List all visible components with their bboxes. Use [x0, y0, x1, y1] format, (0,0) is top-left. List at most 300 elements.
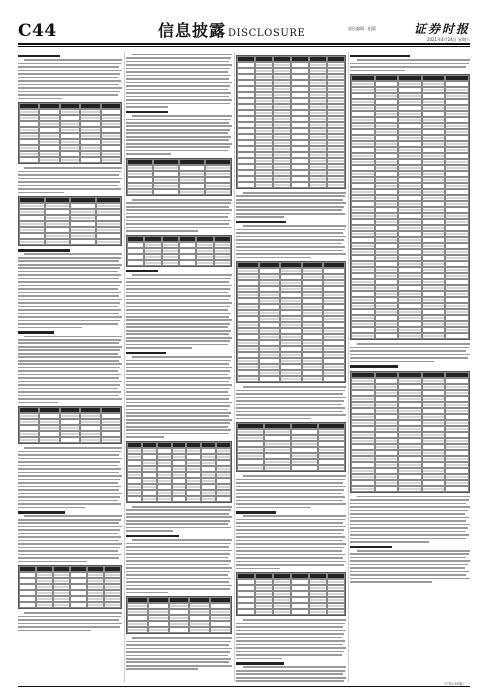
text-line	[18, 630, 91, 632]
table-cell	[172, 496, 187, 502]
table-cell	[351, 486, 375, 492]
text-line	[126, 560, 231, 562]
paragraph-heading	[126, 270, 158, 272]
text-line	[126, 302, 232, 304]
text-line	[236, 407, 345, 409]
text-line	[126, 530, 173, 532]
data-table	[350, 371, 470, 493]
text-line	[18, 306, 118, 308]
text-line	[236, 246, 345, 248]
text-line	[18, 493, 122, 495]
text-line	[18, 500, 118, 502]
text-line	[18, 472, 119, 474]
text-line	[126, 319, 232, 321]
text-line	[18, 519, 121, 521]
text-line	[126, 592, 168, 594]
table-cell	[60, 437, 80, 443]
text-line	[236, 496, 345, 498]
text-line	[18, 174, 119, 176]
data-table	[126, 235, 232, 267]
table-cell	[291, 609, 309, 615]
text-line	[18, 295, 119, 297]
text-line	[18, 536, 121, 538]
text-line	[350, 70, 405, 72]
text-line	[126, 333, 229, 335]
table-cell	[39, 157, 59, 163]
data-table	[236, 55, 346, 189]
paragraph-heading	[236, 662, 284, 664]
text-line	[126, 220, 231, 222]
text-line	[18, 543, 122, 545]
data-table	[18, 102, 122, 164]
text-line	[18, 626, 120, 628]
paragraph-heading	[350, 55, 410, 57]
text-line	[236, 489, 344, 491]
text-line	[126, 651, 230, 653]
issue-date: 2021年4月24日 星期六	[426, 37, 470, 42]
text-line	[126, 564, 229, 566]
text-line	[126, 419, 232, 421]
text-line	[18, 482, 118, 484]
text-line	[18, 91, 120, 93]
text-line	[350, 567, 465, 569]
text-line	[126, 125, 232, 127]
text-line	[126, 527, 231, 529]
table-cell	[259, 376, 281, 382]
text-line	[236, 393, 343, 395]
text-line	[243, 619, 346, 621]
text-line	[18, 323, 118, 325]
text-line	[350, 557, 466, 559]
text-line	[126, 68, 230, 70]
table-cell	[80, 437, 100, 443]
text-line	[18, 395, 119, 397]
text-line	[18, 623, 122, 625]
text-line	[350, 560, 470, 562]
text-line	[357, 59, 470, 61]
text-line	[18, 267, 120, 269]
text-line	[126, 323, 230, 325]
text-line	[18, 342, 119, 344]
text-line	[126, 648, 232, 650]
text-line	[18, 377, 119, 379]
text-line	[126, 574, 228, 576]
paragraph-heading	[126, 535, 179, 537]
text-line	[126, 520, 230, 522]
table-cell	[291, 182, 309, 188]
paragraph-heading	[126, 111, 168, 113]
text-line	[236, 195, 345, 197]
text-line	[126, 661, 229, 663]
table-cell	[87, 602, 104, 608]
text-line	[236, 680, 344, 682]
text-line	[236, 253, 346, 255]
text-line	[350, 510, 468, 512]
table-cell	[101, 157, 121, 163]
column-3	[236, 52, 346, 682]
text-line	[18, 398, 122, 400]
text-line	[243, 666, 346, 668]
text-line	[18, 66, 119, 68]
header-rule-thin	[18, 46, 470, 47]
text-line	[18, 346, 122, 348]
text-line	[18, 360, 119, 362]
table-cell	[201, 496, 216, 502]
text-line	[18, 316, 122, 318]
text-line	[126, 92, 231, 94]
table-cell	[153, 189, 179, 195]
editor-line: 责任编辑：组版	[348, 26, 376, 31]
table-cell	[179, 189, 205, 195]
text-line	[350, 534, 469, 536]
table-cell	[19, 437, 39, 443]
text-line	[126, 202, 231, 204]
text-line	[350, 553, 469, 555]
text-line	[126, 668, 198, 670]
table-cell	[327, 182, 345, 188]
text-line	[18, 353, 118, 355]
text-line	[18, 526, 122, 528]
text-line	[236, 500, 343, 502]
text-line	[18, 260, 119, 262]
text-line	[126, 309, 228, 311]
data-table	[126, 441, 232, 503]
text-line	[243, 475, 346, 477]
text-line	[126, 588, 230, 590]
text-line	[350, 517, 469, 519]
text-line	[236, 654, 342, 656]
text-line	[126, 103, 230, 105]
text-line	[126, 523, 228, 525]
text-line	[18, 302, 120, 304]
table-cell	[216, 496, 231, 502]
text-line	[18, 550, 118, 552]
text-line	[18, 278, 119, 280]
paragraph-heading	[236, 221, 286, 223]
text-line	[18, 178, 122, 180]
text-line	[350, 564, 468, 566]
text-line	[132, 506, 232, 508]
text-line	[126, 513, 229, 515]
text-line	[18, 181, 120, 183]
table-cell	[179, 260, 196, 266]
text-line	[18, 313, 119, 315]
text-line	[18, 192, 64, 194]
text-line	[126, 227, 232, 229]
table-cell	[309, 182, 327, 188]
text-line	[236, 213, 345, 215]
text-line	[236, 533, 342, 535]
text-line	[236, 633, 344, 635]
text-line	[236, 677, 346, 679]
table-cell	[189, 627, 210, 633]
text-line	[126, 543, 231, 545]
table-cell	[237, 465, 264, 471]
text-line	[236, 630, 346, 632]
section-title-cn: 信息披露	[158, 21, 227, 40]
text-line	[18, 374, 121, 376]
table-cell	[255, 182, 273, 188]
text-line	[126, 344, 228, 346]
table-cell	[318, 465, 345, 471]
text-line	[18, 185, 118, 187]
text-line	[126, 665, 232, 667]
text-line	[236, 257, 311, 259]
text-line	[236, 547, 344, 549]
text-line	[126, 57, 231, 59]
table-cell	[280, 376, 302, 382]
text-line	[24, 336, 122, 338]
text-line	[236, 482, 343, 484]
table-cell	[237, 376, 259, 382]
text-line	[18, 73, 120, 75]
paragraph-heading	[18, 331, 54, 333]
text-line	[18, 540, 119, 542]
text-line	[18, 616, 121, 618]
text-line	[350, 538, 466, 540]
footer-rule	[18, 686, 470, 687]
text-line	[126, 136, 231, 138]
text-line	[18, 619, 119, 621]
text-line	[126, 230, 198, 232]
text-line	[350, 503, 466, 505]
table-cell	[36, 602, 53, 608]
text-line	[24, 515, 122, 517]
text-line	[126, 313, 231, 315]
paragraph-heading	[18, 511, 65, 513]
text-line	[236, 400, 344, 402]
text-line	[236, 411, 343, 413]
table-cell	[127, 496, 142, 502]
text-line	[18, 363, 122, 365]
table-cell	[39, 437, 59, 443]
text-line	[236, 644, 343, 646]
text-line	[18, 77, 118, 79]
data-table	[236, 422, 346, 472]
text-line	[126, 75, 231, 77]
text-line	[18, 547, 120, 549]
table-cell	[302, 376, 324, 382]
table-cell	[214, 260, 231, 266]
text-line	[350, 354, 470, 356]
text-line	[236, 239, 344, 241]
text-line	[126, 363, 229, 365]
column-1	[18, 52, 122, 682]
paragraph-heading	[18, 55, 60, 57]
newspaper-logo: 证券时报	[413, 22, 470, 36]
text-line	[126, 412, 231, 414]
text-line	[18, 454, 119, 456]
text-line	[126, 370, 230, 372]
text-line	[18, 171, 121, 173]
text-line	[18, 458, 122, 460]
text-line	[18, 98, 62, 100]
text-line	[132, 199, 232, 201]
paragraph-heading	[236, 511, 276, 513]
text-line	[236, 673, 343, 675]
text-line	[126, 398, 229, 400]
text-line	[18, 188, 121, 190]
text-line	[132, 539, 232, 541]
text-line	[350, 541, 429, 543]
text-line	[18, 461, 120, 463]
column-divider	[124, 52, 125, 682]
text-line	[18, 370, 118, 372]
text-line	[236, 236, 346, 238]
section-title-en: DISCLOSURE	[228, 28, 306, 39]
text-line	[18, 80, 121, 82]
table-cell	[19, 239, 45, 245]
column-2	[126, 52, 232, 682]
text-line	[18, 320, 120, 322]
text-line	[236, 640, 345, 642]
table-cell	[196, 260, 213, 266]
text-line	[126, 340, 230, 342]
paragraph-heading	[350, 365, 398, 367]
text-line	[236, 250, 343, 252]
text-line	[236, 536, 345, 538]
text-line	[126, 216, 228, 218]
table-cell	[351, 333, 375, 339]
text-line	[236, 229, 345, 231]
text-line	[18, 271, 118, 273]
text-line	[236, 503, 346, 505]
text-line	[236, 199, 343, 201]
text-line	[126, 557, 228, 559]
text-line	[18, 384, 120, 386]
paragraph-heading	[126, 352, 166, 354]
text-line	[18, 533, 118, 535]
text-line	[236, 647, 346, 649]
table-cell	[237, 182, 255, 188]
text-line	[126, 326, 228, 328]
text-line	[126, 223, 229, 225]
text-line	[350, 506, 470, 508]
table-cell	[398, 333, 422, 339]
text-line	[18, 339, 121, 341]
text-line	[243, 386, 346, 388]
column-divider	[234, 52, 235, 682]
text-line	[236, 479, 345, 481]
text-line	[18, 327, 82, 329]
text-line	[236, 623, 345, 625]
table-cell	[273, 609, 291, 615]
text-line	[126, 578, 231, 580]
data-table	[18, 406, 122, 444]
text-line	[126, 106, 168, 108]
text-line	[126, 426, 228, 428]
table-cell	[327, 609, 345, 615]
data-table	[350, 74, 470, 340]
text-line	[126, 64, 232, 66]
text-line	[126, 281, 229, 283]
text-line	[350, 520, 466, 522]
text-line	[18, 529, 120, 531]
text-line	[126, 581, 229, 583]
table-cell	[205, 189, 231, 195]
text-line	[350, 531, 465, 533]
text-line	[126, 571, 230, 573]
text-line	[126, 122, 229, 124]
text-line	[132, 115, 232, 117]
text-line	[126, 295, 231, 297]
column-4	[350, 52, 470, 682]
text-line	[357, 343, 470, 345]
text-line	[236, 637, 342, 639]
table-cell	[104, 602, 121, 608]
text-line	[236, 390, 345, 392]
page-header	[18, 22, 470, 42]
text-line	[236, 526, 346, 528]
text-line	[126, 213, 230, 215]
text-line	[18, 292, 121, 294]
text-line	[18, 479, 120, 481]
text-line	[357, 550, 470, 552]
text-line	[18, 503, 121, 505]
text-line	[126, 78, 229, 80]
text-line	[18, 70, 122, 72]
text-line	[236, 202, 346, 204]
text-line	[243, 225, 346, 227]
text-line	[24, 59, 122, 61]
text-line	[126, 337, 232, 339]
table-cell	[237, 609, 255, 615]
data-table	[18, 196, 122, 246]
table-cell	[323, 376, 345, 382]
table-cell	[309, 609, 327, 615]
text-line	[126, 278, 231, 280]
text-line	[132, 54, 232, 56]
text-line	[126, 139, 229, 141]
table-cell	[375, 486, 399, 492]
text-line	[24, 167, 122, 169]
text-line	[126, 292, 228, 294]
text-line	[126, 306, 230, 308]
text-line	[18, 451, 121, 453]
text-line	[126, 146, 230, 148]
text-line	[126, 285, 232, 287]
table-cell	[96, 239, 122, 245]
text-line	[236, 397, 346, 399]
text-line	[236, 670, 345, 672]
table-cell	[127, 627, 148, 633]
text-line	[350, 63, 469, 65]
text-line	[126, 509, 231, 511]
text-line	[243, 192, 346, 194]
text-line	[350, 347, 469, 349]
text-line	[126, 388, 230, 390]
text-line	[126, 129, 230, 131]
table-cell	[19, 602, 36, 608]
text-line	[350, 350, 466, 352]
data-table	[126, 158, 232, 196]
text-line	[18, 94, 118, 96]
text-line	[236, 564, 344, 566]
table-cell	[19, 157, 39, 163]
text-line	[350, 357, 468, 359]
text-line	[126, 409, 228, 411]
text-line	[18, 402, 58, 404]
text-line	[18, 84, 119, 86]
table-cell	[398, 486, 422, 492]
text-line	[350, 581, 432, 583]
text-line	[126, 429, 231, 431]
text-line	[18, 489, 119, 491]
text-line	[18, 87, 122, 89]
text-line	[236, 626, 343, 628]
table-cell	[144, 260, 161, 266]
text-line	[126, 384, 232, 386]
